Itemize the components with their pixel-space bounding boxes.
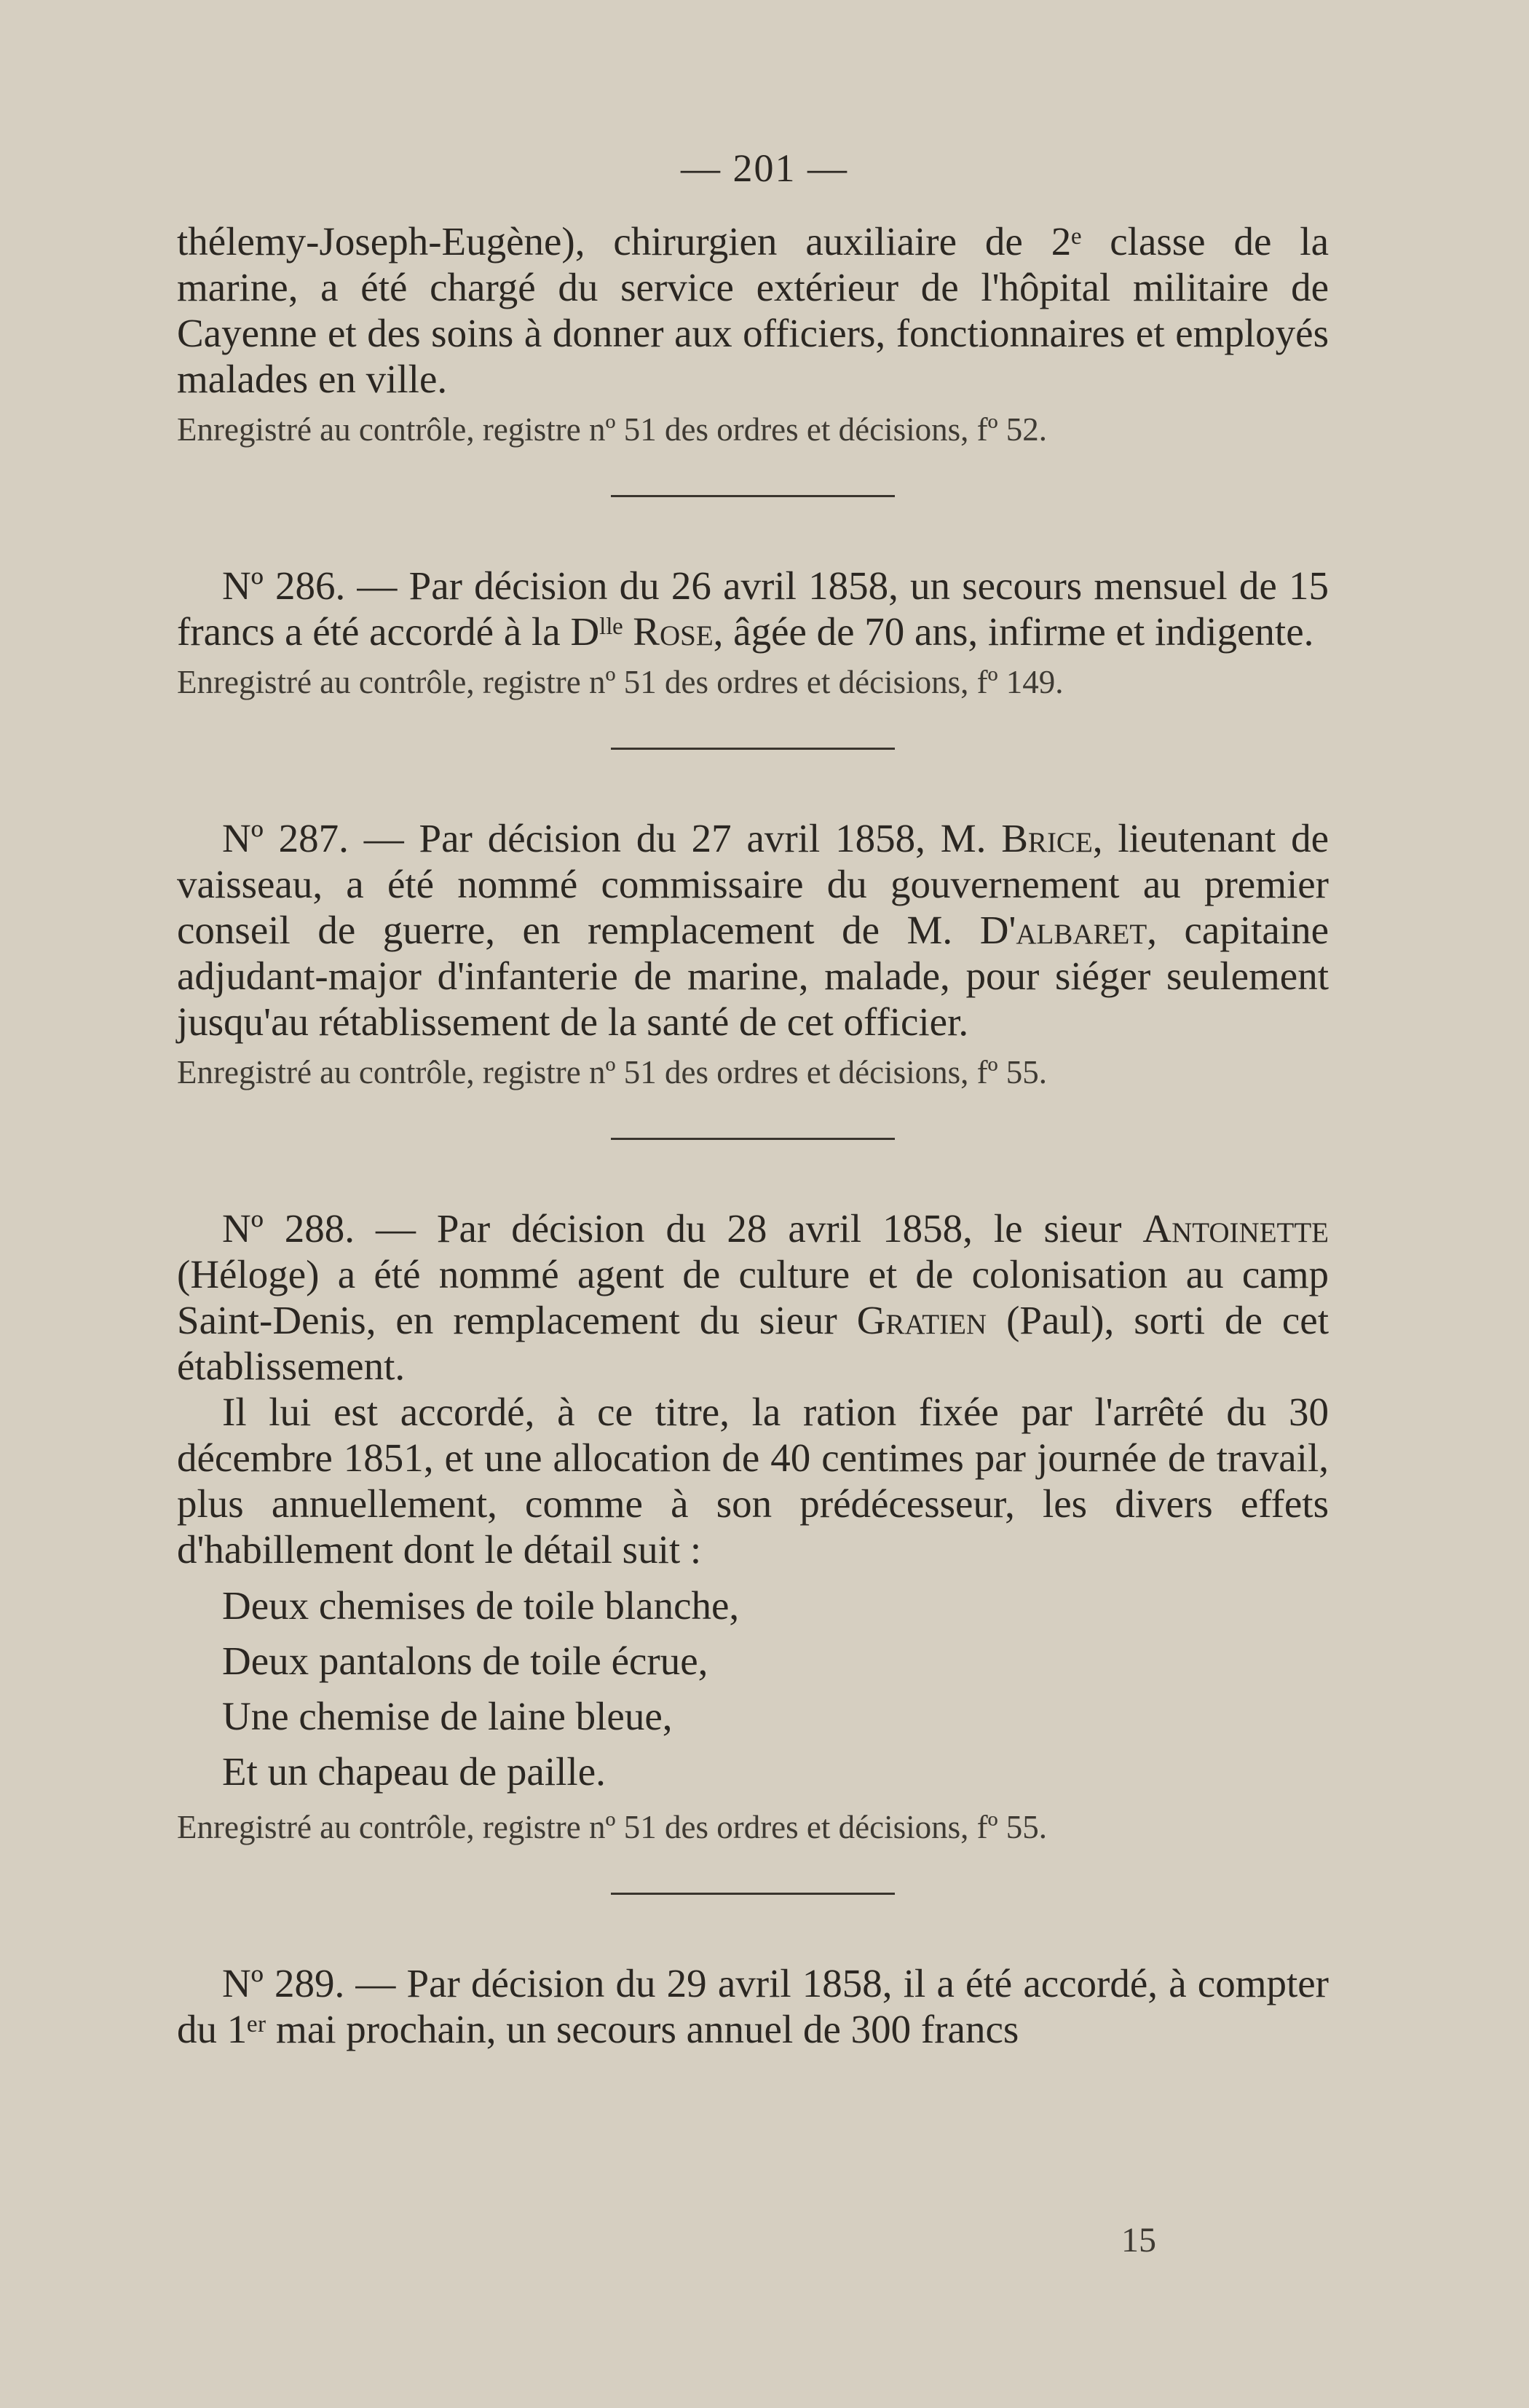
entry-287-name-brice: Brice [1001, 816, 1093, 860]
entry-286-name: Rose [633, 609, 714, 654]
entry-288-rest: (Paul), sorti de cet établissement. [177, 1298, 1329, 1388]
entry-288-text [177, 1205, 1329, 1389]
entry-288-lead: Nº 288. — Par décision du 28 avril 1858, le sieur [222, 1206, 1143, 1251]
page-number: — 201 — [681, 146, 848, 190]
entry-continued [177, 218, 1329, 450]
registration-note: Enregistré au contrôle, registre nº 51 des ordres et décisions, fº 149. [177, 664, 1064, 700]
separator-rule [611, 748, 895, 750]
entry-288-mid: (Héloge) a été nommé agent de culture et de colonisation au camp Saint-Denis, en remplacement du sieur [177, 1252, 1329, 1342]
registration-note: Enregistré au contrôle, registre nº 51 des ordres et décisions, fº 55. [177, 1054, 1048, 1090]
entry-288-name-antoinette: Antoinette [1142, 1206, 1329, 1251]
entry-288 [177, 1205, 1329, 1847]
entry-289 [177, 1960, 1329, 2052]
list-item: Et un chapeau de paille. [222, 1749, 606, 1794]
list-item: Deux pantalons de toile écrue, [222, 1639, 708, 1683]
printer-signature-mark: 15 [1121, 2221, 1156, 2260]
list-item: Une chemise de laine bleue, [222, 1694, 673, 1738]
separator-rule [611, 1893, 895, 1895]
registration-note: Enregistré au contrôle, registre nº 51 des ordres et décisions, fº 52. [177, 411, 1048, 448]
entry-287-mid: , lieutenant de vaisseau, a été nommé commissaire du gouvernement au premier conseil de guerre, en remplacement de M. D' [177, 816, 1329, 952]
entry-287-rest: , capitaine adjudant-major d'infanterie de marine, malade, pour siéger seulement jusqu'au rétablissement de la santé de cet officier. [177, 908, 1329, 1044]
entry-287-text [177, 815, 1329, 1045]
registration-note: Enregistré au contrôle, registre nº 51 des ordres et décisions, fº 55. [177, 1809, 1048, 1845]
entry-287 [177, 815, 1329, 1093]
entry-289-text: Nº 289. — Par décision du 29 avril 1858, il a été accordé, à compter du 1ᵉʳ mai prochain, un secours annuel de 300 francs [177, 1961, 1329, 2051]
separator-rule [611, 495, 895, 497]
entry-286-lead: Nº 286. — Par décision du 26 avril 1858, un secours mensuel de 15 francs a été accordé à la Dˡˡᵉ [177, 563, 1329, 654]
entry-continued-text: thélemy-Joseph-Eugène), chirurgien auxiliaire de 2ᵉ classe de la marine, a été chargé du service extérieur de l'hôpital militaire de Cayenne et des soins à donner aux officiers, fonctionnaires et employés malades en ville. [177, 219, 1329, 401]
entry-288-name-gratien: Gratien [856, 1298, 987, 1342]
entry-287-lead: Nº 287. — Par décision du 27 avril 1858, M. [222, 816, 1002, 860]
clothing-list [177, 1578, 1329, 1799]
entry-288-paragraph-2: Il lui est accordé, à ce titre, la ration fixée par l'arrêté du 30 décembre 1851, et une allocation de 40 centimes par journée de travail, plus annuellement, comme à son prédécesseur, les divers effets d'habillement dont le détail suit : [177, 1390, 1329, 1572]
text-column [177, 218, 1329, 2052]
entry-286-text [177, 563, 1329, 654]
separator-rule [611, 1138, 895, 1140]
entry-286-rest: , âgée de 70 ans, infirme et indigente. [713, 609, 1314, 654]
entry-286 [177, 563, 1329, 702]
list-item: Deux chemises de toile blanche, [222, 1583, 740, 1628]
entry-287-name-albaret: albaret [1016, 908, 1147, 952]
